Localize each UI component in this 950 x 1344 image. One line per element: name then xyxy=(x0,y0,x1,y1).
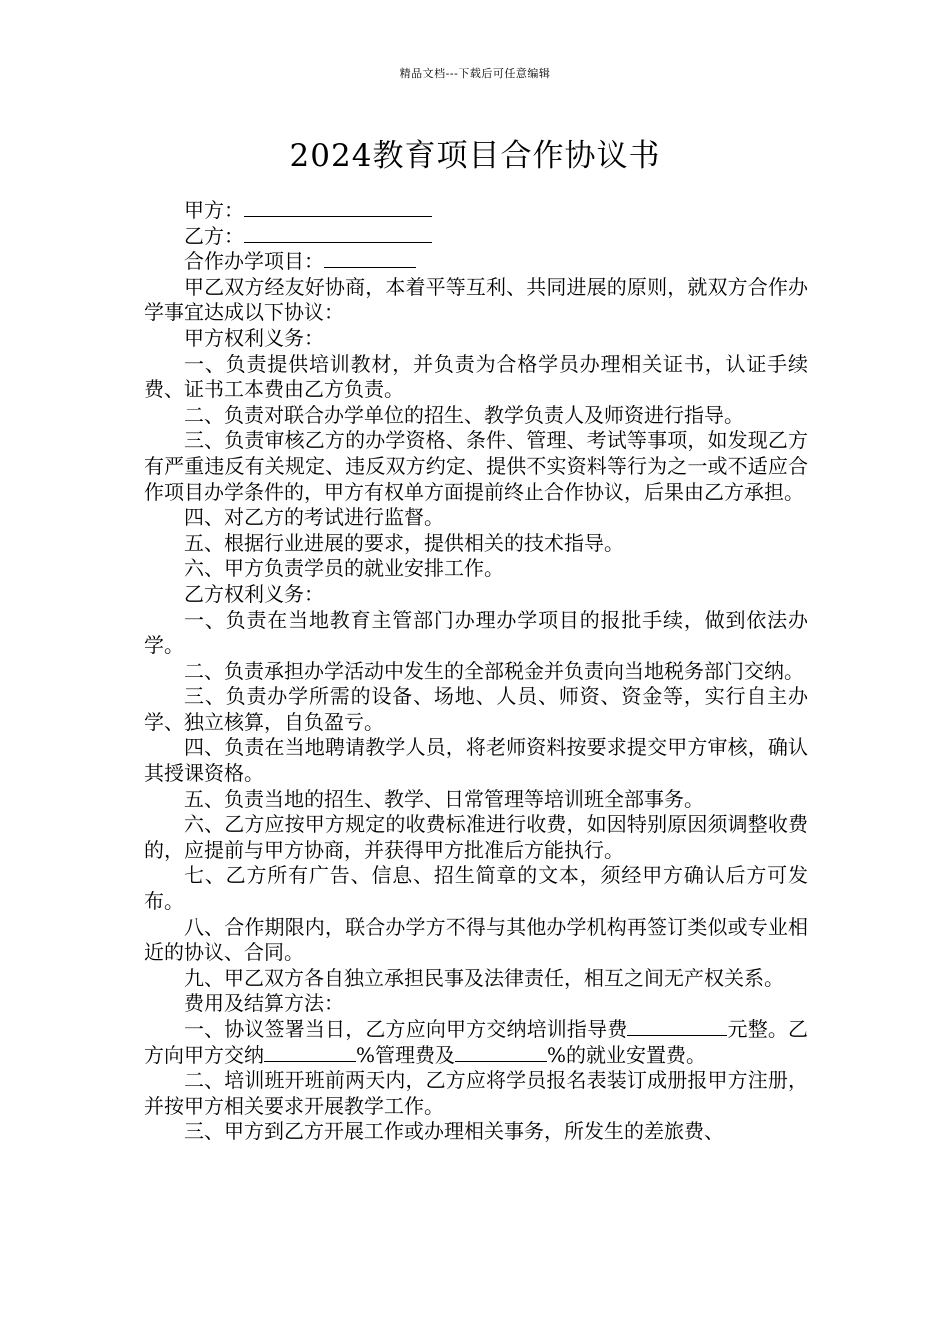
fees-item-1-text-c: %管理费及 xyxy=(356,1042,456,1067)
party-a-heading: 甲方权利义务： xyxy=(184,325,324,350)
project-blank xyxy=(324,249,416,268)
fees-item-3: 三、甲方到乙方开展工作或办理相关事务，所发生的差旅费、 xyxy=(184,1119,724,1144)
party-b-item: 三、负责办学所需的设备、场地、人员、师资、资金等，实行自主办学、独立核算，自负盈亏。 xyxy=(144,684,808,734)
party-b-item: 四、负责在当地聘请教学人员，将老师资料按要求提交甲方审核，确认其授课资格。 xyxy=(144,735,808,786)
party-b-field xyxy=(144,224,808,250)
fees-item-1 xyxy=(144,1017,808,1068)
party-b-item: 八、合作期限内，联合办学方不得与其他办学机构再签订类似或专业相近的协议、合同。 xyxy=(144,914,808,965)
party-a-item: 一、负责提供培训教材，并负责为合格学员办理相关证书，认证手续费、证书工本费由乙方负责。 xyxy=(144,351,808,402)
party-a-blank xyxy=(244,198,432,217)
party-a-item: 六、甲方负责学员的就业安排工作。 xyxy=(184,556,504,581)
intro-paragraph: 甲乙双方经友好协商，本着平等互利、共同进展的原则，就双方合作办学事宜达成以下协议： xyxy=(144,274,808,325)
party-b-item: 一、负责在当地教育主管部门办理办学项目的报批手续，做到依法办学。 xyxy=(144,607,808,658)
party-b-heading: 乙方权利义务： xyxy=(184,581,324,606)
party-a-label: 甲方： xyxy=(184,198,244,222)
party-b-item: 二、负责承担办学活动中发生的全部税金并负责向当地税务部门交纳。 xyxy=(184,658,804,683)
party-a-item: 三、负责审核乙方的办学资格、条件、管理、考试等事项，如发现乙方有严重违反有关规定、违反双方约定、提供不实资料等行为之一或不适应合作项目办学条件的，甲方有权单方面提前终止合作协议，后果由乙方承担。 xyxy=(144,428,808,504)
document-body xyxy=(144,198,808,1145)
fees-item-1-text-a: 一、协议签署当日，乙方应向甲方交纳培训指导费 xyxy=(184,1017,628,1041)
party-b-item: 七、乙方所有广告、信息、招生简章的文本，须经甲方确认后方可发布。 xyxy=(144,863,808,914)
header-note: 精品文档---下载后可任意编辑 xyxy=(399,67,551,80)
party-a-item: 二、负责对联合办学单位的招生、教学负责人及师资进行指导。 xyxy=(184,402,744,427)
party-b-blank xyxy=(244,224,432,243)
project-field xyxy=(144,249,808,275)
project-label: 合作办学项目： xyxy=(184,249,324,274)
party-b-item: 五、负责当地的招生、教学、日常管理等培训班全部事务。 xyxy=(184,786,704,811)
fees-item-2: 二、培训班开班前两天内，乙方应将学员报名表装订成册报甲方注册，并按甲方相关要求开展教学工作。 xyxy=(144,1068,808,1118)
party-b-item: 六、乙方应按甲方规定的收费标准进行收费，如因特别原因须调整收费的，应提前与甲方协商，并获得甲方批准后方能执行。 xyxy=(144,812,808,862)
management-fee-blank xyxy=(264,1043,356,1062)
party-a-item: 五、根据行业进展的要求，提供相关的技术指导。 xyxy=(184,530,624,555)
fees-item-1-text-d: %的就业安置费。 xyxy=(547,1042,707,1067)
party-b-item: 九、甲乙双方各自独立承担民事及法律责任，相互之间无产权关系。 xyxy=(184,965,784,990)
party-a-item: 四、对乙方的考试进行监督。 xyxy=(184,505,444,530)
party-a-field xyxy=(144,198,808,224)
placement-fee-blank xyxy=(455,1043,547,1062)
fees-item-1-text-b: 元整。乙方向甲方交纳 xyxy=(144,1017,809,1067)
fees-heading: 费用及结算方法： xyxy=(184,991,344,1016)
document-title: 2024教育项目合作协议书 xyxy=(289,138,661,174)
training-fee-blank xyxy=(627,1017,727,1036)
party-b-label: 乙方： xyxy=(184,223,244,248)
